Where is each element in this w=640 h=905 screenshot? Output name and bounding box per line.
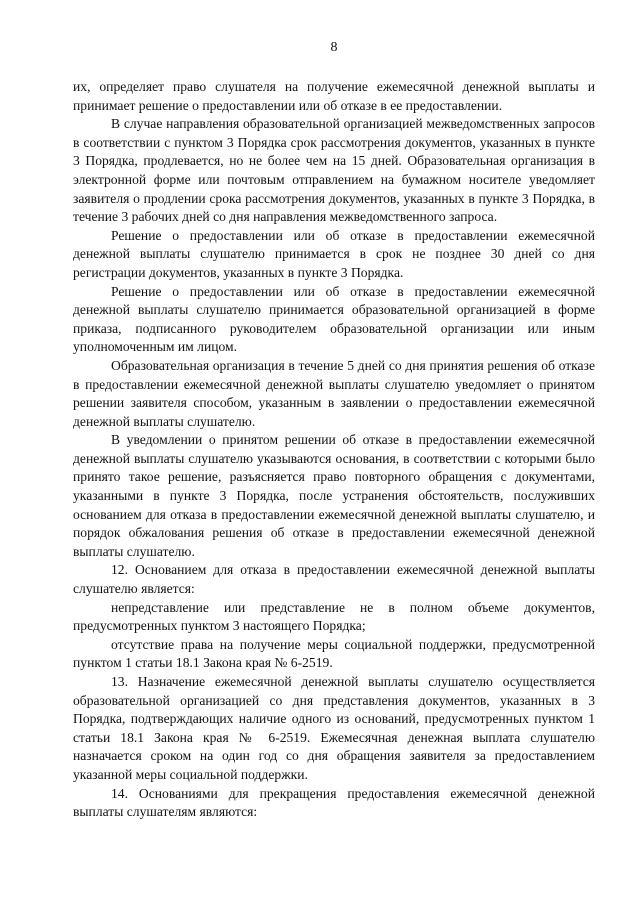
paragraph-refusal-notice: Образовательная организация в течение 5 дней со дня принятия решения об отказе в предоставлении ежемесячной денежной выплаты слушателю уведомляет о принятом решении заявителя способом, указанным в заявлении о предоставлении ежемесячной денежной выплаты слушателю. xyxy=(73,357,595,429)
paragraph-interagency-requests: В случае направления образовательной организацией межведомственных запросов в соответствии с пунктом 3 Порядка срок рассмотрения документов, указанных в пункте 3 Порядка, продлевается, но не более чем на 15 дней. Образовательная организация в электронной форме или почтовым отправлением на бумажном носителе уведомляет заявителя о продлении срока рассмотрения документов, указанных в пункте 3 Порядка, в течение 3 рабочих дней со дня направления межведомственного запроса. xyxy=(73,116,595,225)
paragraph-decision-deadline: Решение о предоставлении или об отказе в предоставлении ежемесячной денежной выплаты слушателю принимается в срок не позднее 30 дней со дня регистрации документов, указанных в пункте 3 Порядка. xyxy=(73,227,595,280)
paragraph-item-14: 14. Основаниями для прекращения предоставления ежемесячной денежной выплаты слушателям являются: xyxy=(73,785,595,820)
paragraph-continuation: их, определяет право слушателя на получение ежемесячной денежной выплаты и принимает решение о предоставлении или об отказе в ее предоставлении. xyxy=(73,79,595,113)
paragraph-refusal-ground-2: отсутствие права на получение меры социальной поддержки, предусмотренной пунктом 1 статьи 18.1 Закона края № 6-2519. xyxy=(73,636,595,671)
paragraph-item-13: 13. Назначение ежемесячной денежной выплаты слушателю осуществляется образовательной организацией со дня представления документов, указанных в 3 Порядка, подтверждающих наличие одного из оснований, предусмотренных пунктом 1 статьи 18.1 Закона края № 6-2519. Ежемесячная денежная выплата слушателю назначается сроком на один год со дня обращения заявителя за предоставлением указанной меры социальной поддержки. xyxy=(73,674,595,782)
paragraph-decision-form: Решение о предоставлении или об отказе в предоставлении ежемесячной денежной выплаты слушателю принимается образовательной организацией в форме приказа, подписанного руководителем образовательной организации или иным уполномоченным им лицом. xyxy=(73,283,595,355)
paragraph-item-12: 12. Основанием для отказа в предоставлении ежемесячной денежной выплаты слушателю является: xyxy=(73,562,595,597)
paragraph-refusal-ground-1: непредставление или представление не в полном объеме документов, предусмотренных пунктом 3 настоящего Порядка; xyxy=(73,599,595,634)
document-body xyxy=(73,78,595,822)
paragraph-notice-contents: В уведомлении о принятом решении об отказе в предоставлении ежемесячной денежной выплаты слушателю указываются основания, в соответствии с которыми было принято такое решение, разъясняется право повторного обращения с документами, указанными в пункте 3 Порядка, после устранения обстоятельств, послуживших основанием для отказа в предоставлении ежемесячной денежной выплаты слушателю, и порядок обжалования решения об отказе в предоставлении ежемесячной денежной выплаты слушателю. xyxy=(73,432,595,559)
page-number: 8 xyxy=(330,40,338,55)
